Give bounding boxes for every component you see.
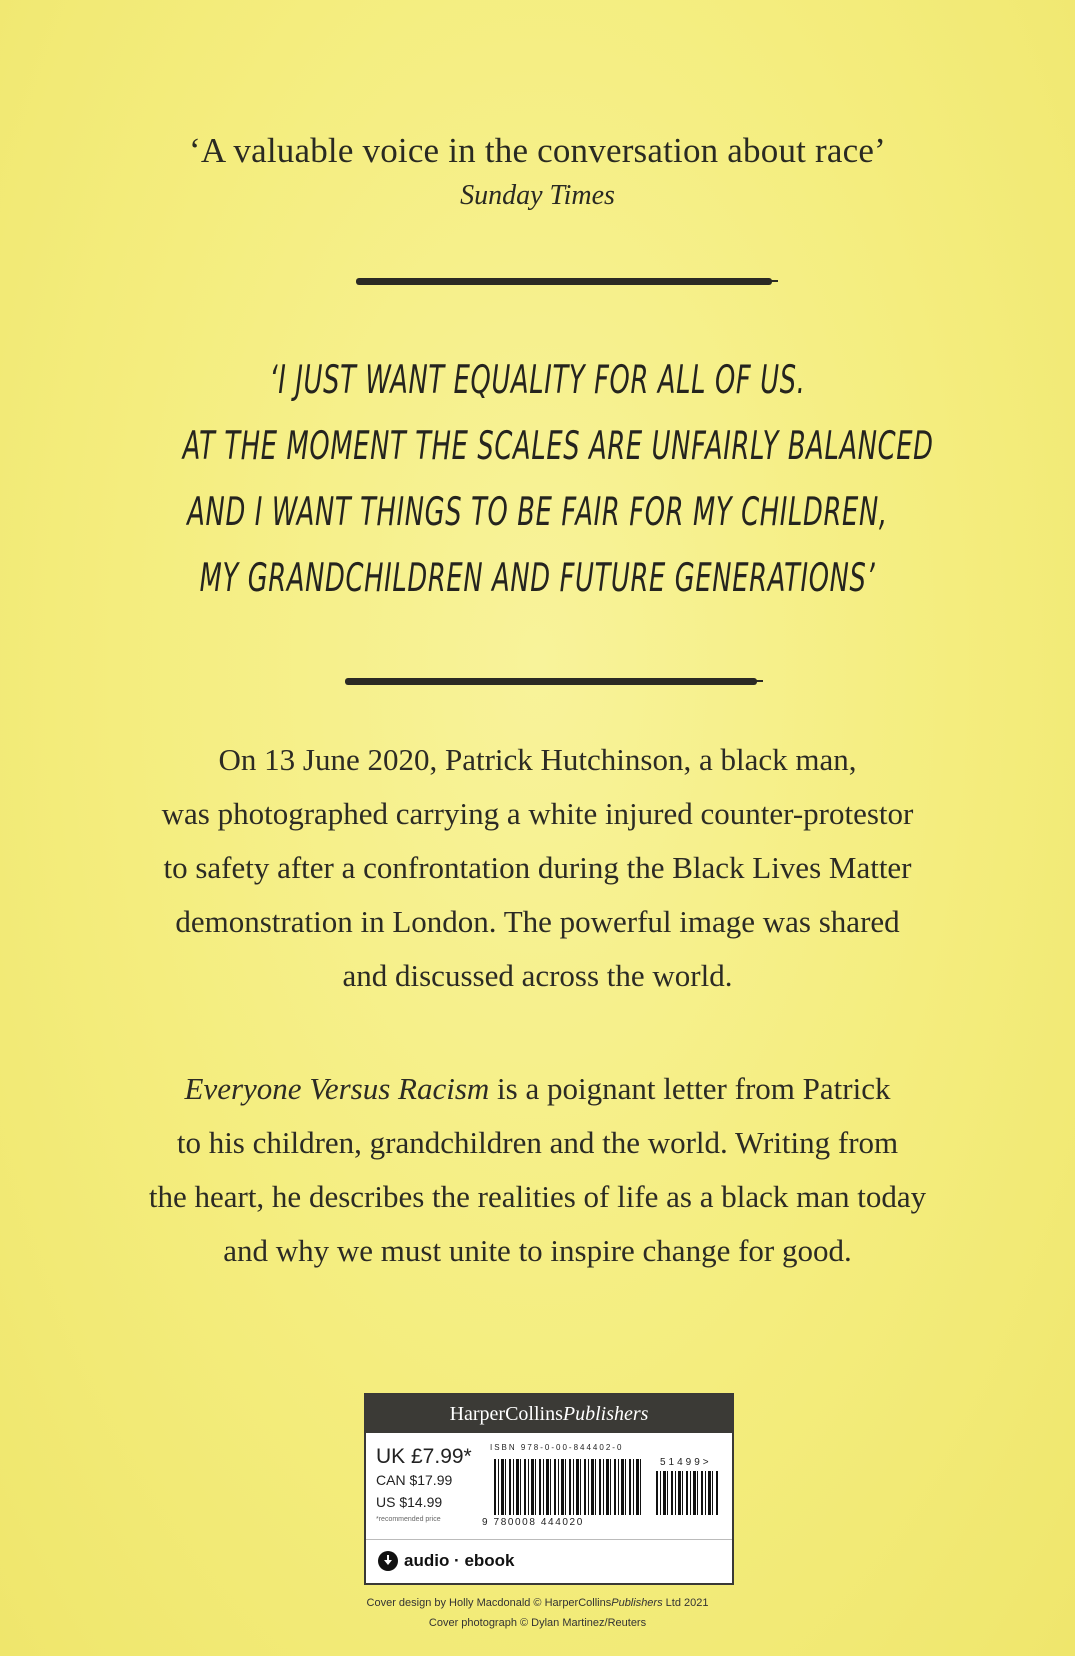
price-can: CAN $17.99 <box>376 1472 453 1488</box>
publisher-suffix: Publishers <box>562 1403 649 1425</box>
label-divider <box>366 1539 732 1540</box>
pull-quote-line: MY GRANDCHILDREN AND FUTURE GENERATIONS’ <box>199 556 876 601</box>
blurb-line: to safety after a confrontation during the Black Lives Matter <box>163 850 912 885</box>
cover-photo-credit: Cover photograph © Dylan Martinez/Reuters <box>428 1617 647 1629</box>
price-note: *recommended price <box>376 1516 441 1523</box>
price-code: 51499> <box>660 1457 712 1468</box>
price-us: US $14.99 <box>376 1494 443 1510</box>
pull-quote <box>182 348 934 612</box>
barcode-addon-bars <box>656 1471 720 1515</box>
bottom-divider-rule <box>345 678 757 685</box>
blurb-line: and why we must unite to inspire change for good. <box>223 1233 852 1268</box>
formats-label: audio · ebook <box>404 1551 515 1570</box>
blurb-line: demonstration in London. The powerful image was shared <box>175 904 900 939</box>
price-uk: UK £7.99* <box>376 1445 472 1468</box>
credit-text-end: Ltd 2021 <box>662 1597 709 1609</box>
blurb-line: the heart, he describes the realities of life as a black man today <box>148 1179 927 1214</box>
publisher-logo <box>366 1395 732 1433</box>
blurb-line-rest: is a poignant letter from Patrick <box>489 1071 891 1106</box>
blurb-line: to his children, grandchildren and the world. Writing from <box>176 1125 899 1160</box>
barcode-label <box>364 1393 734 1585</box>
cover-design-credit <box>0 1597 1075 1609</box>
top-divider-rule <box>356 278 772 285</box>
pull-quote-line: ‘I JUST WANT EQUALITY FOR ALL OF US. <box>269 358 806 403</box>
publisher-name: HarperCollins <box>449 1403 563 1425</box>
download-circle-icon <box>378 1551 398 1571</box>
blurb-paragraph-2 <box>90 1062 985 1278</box>
blurb-line <box>90 1062 985 1116</box>
blurb-line: was photographed carrying a white injured counter-protestor <box>161 796 914 831</box>
review-quote: ‘A valuable voice in the conversation about race’ <box>189 131 886 170</box>
pull-quote-line: AT THE MOMENT THE SCALES ARE UNFAIRLY BALANCED <box>182 424 934 469</box>
book-title: Everyone Versus Racism <box>184 1071 490 1106</box>
credit-italic-text: Publishers <box>611 1597 663 1609</box>
pull-quote-line: AND I WANT THINGS TO BE FAIR FOR MY CHILDREN, <box>187 490 888 535</box>
blurb-line: On 13 June 2020, Patrick Hutchinson, a black man, <box>218 742 857 777</box>
formats-row <box>378 1551 515 1571</box>
price-list <box>376 1445 472 1527</box>
blurb-line: and discussed across the world. <box>342 958 733 993</box>
review-block <box>0 128 1075 212</box>
credit-text: Cover design by Holly Macdonald © HarperCollins <box>366 1597 612 1609</box>
blurb-paragraph-1 <box>90 733 985 1003</box>
barcode-digits: 9 780008 444020 <box>482 1517 584 1528</box>
isbn-label: ISBN 978-0-00-844402-0 <box>490 1443 624 1452</box>
barcode-bars <box>494 1459 644 1515</box>
review-source: Sunday Times <box>460 180 615 211</box>
